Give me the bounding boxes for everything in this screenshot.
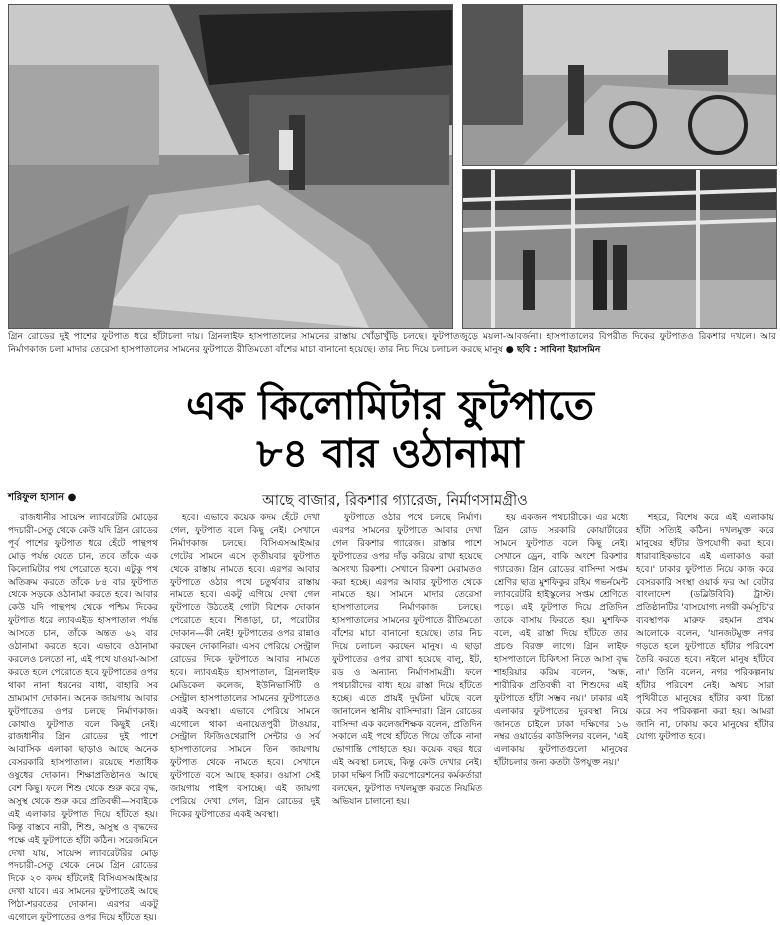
caption-text: গ্রিন রোডের দুই পাশের ফুটপাত ধরে হাঁটাচলা দায়। গ্রিনলাইফ হাসপাতালের সামনের রাস্তায় খোঁড়াখুঁড়ি চলছে। ফুটপাতজুড়ে ময়লা-আবর্জনা। হাসপাতালের বিপরীত দিকের ফুটপাতও রিকশার দখলে। আর নির্মাণকাজ চলা মাদার তেরেসা হাসপাতালের সামনের ফুটপাতে রীতিমতো বাঁশের মাচা বানানো হয়েছে। তার নিচ দিয়ে চলাচল করছে মানুষ: [8, 331, 776, 355]
footpath-rickshaw-photo: [462, 4, 777, 166]
road-rubble-photo: [8, 4, 453, 329]
photo-caption: [8, 330, 776, 356]
column-text: হয় একজন পথচারীকে। এর মধ্যে গ্রিন রোড সরকারি কোয়ার্টারের সামনে ফুটপাত বলে কিছু নেই। সেখানে ড্রেন, বাকি অংশে রিকশার গ্যারেজ। গ্রিন রোডের বাসিন্দা সপ্তম শ্রেণির ছাত্র মুশফিকুর রহিম গভর্নমেন্ট ল্যাবরেটরি হাইস্কুলের সপ্তম শ্রেণিতে পড়ে। এই ফুটপাত দিয়ে প্রতিদিন তাকে বাসায় ফিরতে হয়। মুশফিক বলে, এই রাস্তা দিয়ে হাঁটতে তার প্রচণ্ড বিরক্ত লাগে। গ্রিন লাইফ হাসপাতালে চিকিৎসা নিতে আসা বৃদ্ধ শাহরিয়ার করিম বলেন, 'অন্ধ, শারীরিক প্রতিবন্ধী বা শিশুদের এই ফুটপাতে হাঁটা সম্ভব নয়।' ঢাকার এই এলাকার ফুটপাতের দুরবস্থা নিয়ে জানতে চাইলে ঢাকা দক্ষিণের ১৬ নম্বর ওয়ার্ডের কাউন্সিলর বলেন, 'এই এলাকায় ফুটপাতগুলো মানুষের হাঁটাচলার জন্য কতটা উপযুক্ত নয়।': [494, 513, 628, 769]
subheadline: আছে বাজার, রিকশার গ্যারেজ, নির্মাণসামগ্রীও: [262, 493, 528, 509]
column-text: রাজধানীর সায়েন্স ল্যাবরেটরি মোড়ের পদচারী-সেতু থেকে কেউ যদি গ্রিন রোডের পূর্ব পাশের ফুটপাত ধরে হেঁটে পান্থপথ মোড় পর্যন্ত যেতে চান, তবে তাঁকে এক কিলোমিটার পথ পেরোতে হবে। এটুকু পথ অতিক্রম করতে তাঁকে ৮৪ বার ফুটপাত থেকে সড়কে ওঠানামা করতে হবে। আবার কেউ যদি পান্থপথ থেকে পশ্চিম দিকের ফুটপাত ধরে ল্যাবএইড হাসপাতাল পর্যন্ত আসতে চান, তাঁকে অন্তত ৬২ বার ওঠানামা করতে হবে। এভাবে ওঠানামা করলেও চলতো না, এই পথে যাওয়া-আসা করতে হলে পেরোতে হবে ফুটপাতের ওপর থাকা নানা ধরনের বাধা, বাহারি সব ভ্রাম্যমাণ দোকান। অনেক জায়গায় আবার ফুটপাতের ওপর চলছে নির্মাণকাজ। কোথাও ফুটপাত বলে কিছুই নেই। রাজধানীর গ্রিন রোডের দুই পাশে আবাসিক এলাকা ছাড়াও আছে অনেক বেসরকারি হাসপাতাল। রয়েছে শতাধিক ওষুধের দোকান। শিক্ষাপ্রতিষ্ঠানও আছে বেশ কিছু। ফলে শিশু থেকে শুরু করে বৃদ্ধ, অসুস্থ থেকে শুরু করে প্রতিবন্ধী—সবাইকে এই এলাকার ফুটপাত দিয়ে হাঁটতে হয়। কিন্তু বাস্তবে নারী, শিশু, অসুস্থ ও বৃদ্ধদের পক্ষে এই ফুটপাতে হাঁটা কঠিন। সরেজমিনে দেখা যায়, সায়েন্স ল্যাবরেটরির মোড় পদচারী-সেতু থেকে নেমে গ্রিন রোডের দিকে ২০ কদম হাঁটলেই বিসিএসআইআর দেখা যাবে। এর সামনের ফুটপাতেই আছে পিঠা-শরবতের দোকান। এরপর একটু এগোলে ফুটপাতের ওপর দিয়ে হাঁটতে হয়।: [8, 513, 158, 924]
column-text: হবে। এভাবে কয়েক কদম হেঁটে দেখা গেল, ফুটপাত বলে কিছু নেই। সেখানে নির্মাণকাজ চলছে। বিসিএসআইআর গেটের সামনে এসে তৃতীয়বার ফুটপাত থেকে রাস্তায় নামতে হবে। এরপর আবার ফুটপাতে ওঠার পথে চতুর্থবার রাস্তায় নামতে হবে। একটু এগিয়ে দেখা গেল ফুটপাতে উঠতেই গোটা বিশেক দোকান পেরোতে হবে। শিঙাড়া, চা, পরোটার দোকান—কী নেই! ফুটপাতের ওপর রান্নাও করছেন দোকানিরা। এসব পেরিয়ে সেন্ট্রাল রোডের দিকে ফুটপাতে আবার নামতে হবে। ল্যাবএইড হাসপাতাল, গ্রিনলাইফ মেডিকেল কলেজ, ইউনিভার্সিটি ও সেন্ট্রাল হাসপাতালের সামনের ফুটপাতেও একই অবস্থা। এভাবে পেরিয়ে সামনে এগোলে থাকা এনায়েতপুরী টাওয়ার, সেন্ট্রাল ফিজিওথেরাপি সেন্টার ও সর্ব হাসপাতালের সামনে তিন জায়গায় ফুটপাত থেকে নামতে হবে। সেখানে ফুটপাতে বসে আছে হকার। ওয়াসা সেই জায়গায় পাইপ বসাচ্ছে। এই জায়গা পেরিয়ে দেখা গেল, গ্রিন রোডের দুই দিকের ফুটপাতের একই অবস্থা।: [170, 513, 320, 820]
bamboo-scaffold-photo: [462, 169, 777, 329]
article-column-2: [170, 512, 320, 840]
article-column-4: [494, 512, 628, 840]
column-text: ফুটপাতে ওঠার পথে চলছে নির্মাণ। এরপর সামনের ফুটপাতে আবার দেখা গেল রিকশার গ্যারেজ। রাস্তার পাশে ফুটপাতের ওপর দাঁড় করিয়ে রাখা হয়েছে অসংখ্য রিকশা। সেখানে রিকশা মেরামতও করা হচ্ছে। এরপর আবার ফুটপাত থেকে নামতে হয়। সামনে মাদার তেরেসা হাসপাতালের নির্মাণকাজ চলছে। হাসপাতালের সামনের ফুটপাতে রীতিমতো বাঁশের মাচা বানানো হয়েছে। তার নিচ দিয়ে চলাচল করছেন মানুষ। এ ছাড়া ফুটপাতের ওপর রাখা হয়েছে বালু, ইট, রড ও অন্যান্য নির্মাণসামগ্রী। ফলে পথচারীদের বাধ্য হয়ে রাস্তা দিয়ে হাঁটতে হচ্ছে। এতে প্রায়ই দুর্ঘটনা ঘটছে বলে জানালেন স্থানীয় বাসিন্দারা। গ্রিন রোডের বাসিন্দা এক কলেজশিক্ষক বলেন, প্রতিদিন সকালে এই পথে হাঁটতে গিয়ে তাঁকে নানা ভোগান্তি পোহাতে হয়। কয়েক বছর ধরে এই অবস্থা চলছে, কিন্তু কেউ দেখার নেই। ঢাকা দক্ষিণ সিটি করপোরেশনের কর্মকর্তারা বলছেন, ফুটপাত দখলমুক্ত করতে নিয়মিত অভিযান চালানো হয়।: [332, 513, 483, 807]
photo-credit: ● ছবি : সাবিনা ইয়াসমিন: [505, 344, 601, 355]
article-column-1: [8, 512, 158, 924]
headline-line-2: ৮৪ বার ওঠানামা: [256, 430, 524, 477]
article-column-3: [332, 512, 482, 840]
byline: শরিফুল হাসান ●: [8, 492, 77, 503]
headline-line-1: এক কিলোমিটার ফুটপাতে: [185, 382, 595, 429]
column-text: শহরে, বিশেষ করে এই এলাকায় হাঁটা সত্যিই কঠিন। দখলমুক্ত করে মানুষের হাঁটার উপযোগী করা হবে। ধারাবাহিকভাবে এই এলাকাও করা হবে।' ঢাকার ফুটপাত নিয়ে কাজ করে বেসরকারি সংস্থা ওয়ার্ক ফর আ বেটার বাংলাদেশ (ডব্লিউবিবি) ট্রাস্ট। প্রতিষ্ঠানটির 'বাসযোগ্য নগরী কর্মসূচি'র ব্যবস্থাপক মারুফ রহমান প্রথম আলোকে বলেন, 'যানজটমুক্ত নগর গড়তে হলে ফুটপাতে হাঁটার পরিবেশ তৈরি করতে হবে। নইলে মানুষ হাঁটবে না।' তিনি বলেন, নগর পরিকল্পনায় হাঁটার পরিবেশ নেই। অথচ সারা পৃথিবীতে মানুষের হাঁটার কথা চিন্তা করে সব পরিকল্পনা করা হয়। আমরা জানি না, ঢাকায় কবে মানুষের হাঁটার যোগ্য ফুটপাত হবে।: [636, 513, 774, 743]
article-column-5: [636, 512, 774, 840]
